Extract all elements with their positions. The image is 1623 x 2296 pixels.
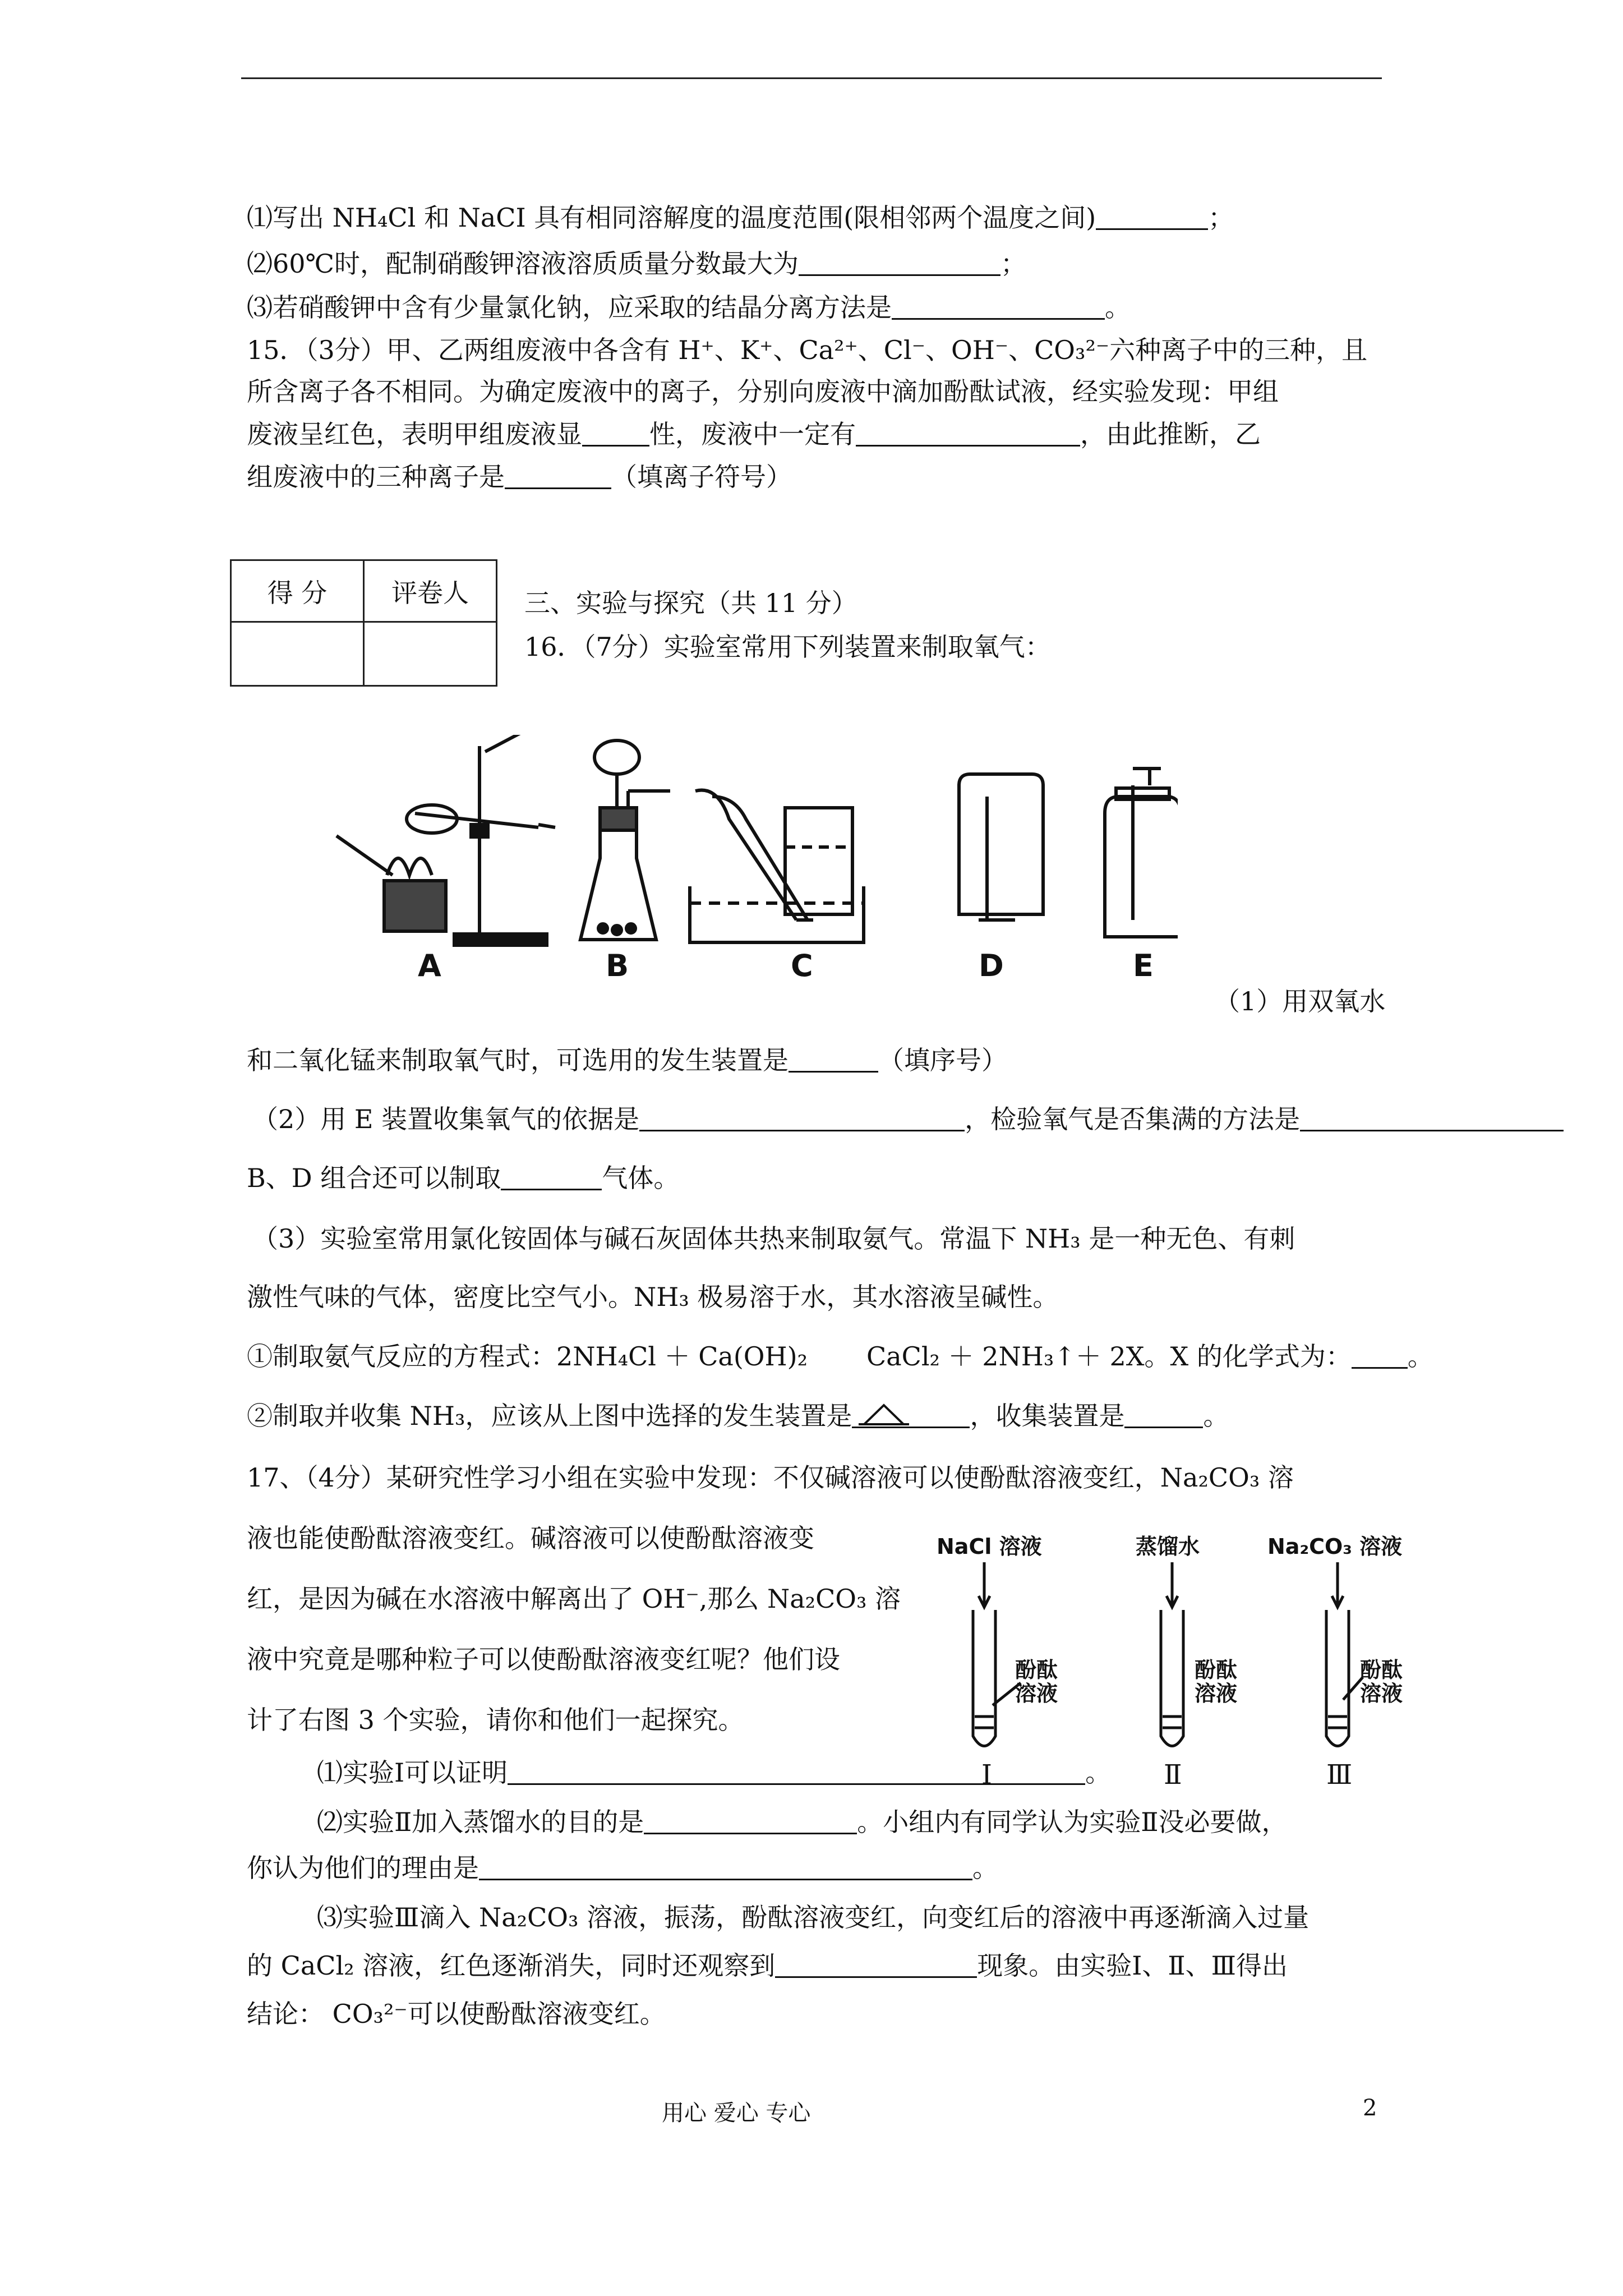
tube1-label: NaCl 溶液 xyxy=(937,1534,1042,1559)
grader-cell[interactable] xyxy=(364,622,497,686)
tube3-num: Ⅲ xyxy=(1326,1759,1353,1791)
q17-line3: 红，是因为碱在水溶液中解离出了 OH⁻,那么 Na₂CO₃ 溶 xyxy=(247,1584,901,1614)
answer-blank[interactable] xyxy=(639,1105,965,1131)
q16-intro: 16．（7分）实验室常用下列装置来制取氧气： xyxy=(524,632,1051,662)
answer-blank[interactable] xyxy=(789,1046,878,1073)
score-header: 得 分 xyxy=(231,560,364,622)
apparatus-b xyxy=(580,740,670,940)
page-number: 2 xyxy=(1363,2095,1377,2121)
apparatus-c xyxy=(690,790,864,942)
test-tube-1 xyxy=(973,1562,1021,1746)
apparatus-label-d: D xyxy=(979,948,1004,983)
q17-s2c: 你认为他们的理由是 。 xyxy=(247,1853,998,1883)
tube1-side: 酚酞溶液 xyxy=(1015,1658,1058,1706)
test-tube-2 xyxy=(1161,1562,1183,1746)
q15-line4: 组废液中的三种离子是 （填离子符号） xyxy=(247,462,792,492)
q14-line1: ⑴写出 NH₄Cl 和 NaCI 具有相同溶解度的温度范围(限相邻两个温度之间) ； xyxy=(247,203,1234,233)
answer-blank[interactable] xyxy=(852,1402,970,1428)
q17-line4: 液中究竟是哪种粒子可以使酚酞溶液变红呢？他们设 xyxy=(247,1644,840,1674)
answer-blank[interactable] xyxy=(892,293,1105,320)
score-cell[interactable] xyxy=(231,622,364,686)
answer-blank[interactable] xyxy=(508,1759,1085,1785)
q16-p3d: ②制取并收集 NH₃，应该从上图中选择的发生装置是 ，收集装置是 。 xyxy=(247,1401,1229,1431)
answer-blank[interactable] xyxy=(505,463,611,489)
q17-line5: 计了右图 3 个实验，请你和他们一起探究。 xyxy=(247,1705,744,1735)
apparatus-figure xyxy=(325,735,1178,987)
apparatus-label-e: E xyxy=(1133,948,1154,983)
answer-blank[interactable] xyxy=(1096,204,1208,230)
apparatus-label-c: C xyxy=(791,948,813,983)
q17-s3c: 结论： CO₃²⁻可以使酚酞溶液变红。 xyxy=(247,1999,666,2029)
q16-p3b: 激性气味的气体，密度比空气小。NH₃ 极易溶于水，其水溶液呈碱性。 xyxy=(247,1282,1059,1312)
apparatus-label-a: A xyxy=(418,948,441,983)
apparatus-label-b: B xyxy=(606,948,629,983)
q16-p2: （2）用 E 装置收集氧气的依据是 ，检验氧气是否集满的方法是 xyxy=(252,1102,1564,1136)
answer-blank[interactable] xyxy=(1124,1402,1203,1428)
q16-p3a: （3）实验室常用氯化铵固体与碱石灰固体共热来制取氨气。常温下 NH₃ 是一种无色、有刺 xyxy=(252,1223,1295,1254)
answer-blank[interactable] xyxy=(799,250,1000,276)
header-rule xyxy=(241,77,1382,79)
q16-p1-tail: （1）用双氧水 xyxy=(1214,986,1386,1016)
q16-p2c: B、D 组合还可以制取 气体。 xyxy=(247,1163,680,1193)
test-tube-3 xyxy=(1326,1562,1363,1746)
q17-line1: 17、（4分）某研究性学习小组在实验中发现：不仅碱溶液可以使酚酞溶液变红，Na₂CO₃ 溶 xyxy=(247,1462,1294,1493)
q15-line3: 废液呈红色，表明甲组废液显 性，废液中一定有 ，由此推断，乙 xyxy=(247,419,1261,449)
tube3-side: 酚酞溶液 xyxy=(1360,1658,1403,1706)
answer-blank[interactable] xyxy=(856,420,1080,447)
footer-motto: 用心 爱心 专心 xyxy=(662,2100,811,2126)
q15-line1: 15．（3分）甲、乙两组废液中各含有 H⁺、K⁺、Ca²⁺、Cl⁻、OH⁻、CO₃²⁻六种离子中的三种，且 xyxy=(247,335,1368,365)
q14-line3: ⑶若硝酸钾中含有少量氯化钠，应采取的结晶分离方法是 。 xyxy=(247,292,1131,323)
answer-blank[interactable] xyxy=(775,1952,977,1978)
q16-p3c: ①制取氨气反应的方程式：2NH₄Cl ＋ Ca(OH)₂ CaCl₂ ＋ 2NH₃↑＋ 2X。X 的化学式为： 。 xyxy=(247,1341,1433,1372)
q15-line2: 所含离子各不相同。为确定废液中的离子，分别向废液中滴加酚酞试液，经实验发现：甲组 xyxy=(247,376,1279,407)
q17-s3a: ⑶实验Ⅲ滴入 Na₂CO₃ 溶液，振荡，酚酞溶液变红，向变红后的溶液中再逐渐滴入过量 xyxy=(317,1902,1310,1932)
answer-blank[interactable] xyxy=(1300,1105,1564,1131)
tube1-num: Ⅰ xyxy=(981,1759,992,1791)
answer-blank[interactable] xyxy=(479,1854,972,1880)
q16-p1: 和二氧化锰来制取氧气时，可选用的发生装置是 （填序号） xyxy=(247,1045,1007,1075)
heating-triangle-icon xyxy=(859,1402,909,1427)
q17-s1: ⑴实验Ⅰ可以证明 。 xyxy=(317,1757,1112,1788)
q17-line2: 液也能使酚酞溶液变红。碱溶液可以使酚酞溶液变 xyxy=(247,1523,814,1553)
score-table xyxy=(230,559,497,687)
answer-blank[interactable] xyxy=(644,1808,857,1834)
tube2-side: 酚酞溶液 xyxy=(1195,1658,1238,1706)
grader-header: 评卷人 xyxy=(364,560,497,622)
q17-s2: ⑵实验Ⅱ加入蒸馏水的目的是 。小组内有同学认为实验Ⅱ没必要做， xyxy=(317,1807,1288,1837)
answer-blank[interactable] xyxy=(582,420,649,447)
q17-s3b: 的 CaCl₂ 溶液，红色逐渐消失，同时还观察到 现象。由实验Ⅰ、Ⅱ、Ⅲ得出 xyxy=(247,1950,1288,1981)
tube3-label: Na₂CO₃ 溶液 xyxy=(1267,1534,1403,1559)
tube2-num: Ⅱ xyxy=(1164,1759,1182,1791)
apparatus-d xyxy=(959,774,1043,920)
apparatus-e xyxy=(1105,769,1178,937)
answer-blank[interactable] xyxy=(501,1164,602,1190)
tube2-label: 蒸馏水 xyxy=(1136,1534,1200,1559)
q14-line2: ⑵60℃时，配制硝酸钾溶液溶质质量分数最大为 ； xyxy=(247,249,1026,279)
answer-blank[interactable] xyxy=(1352,1342,1408,1369)
section-heading: 三、实验与探究（共 11 分） xyxy=(524,588,857,618)
apparatus-a xyxy=(336,735,555,945)
